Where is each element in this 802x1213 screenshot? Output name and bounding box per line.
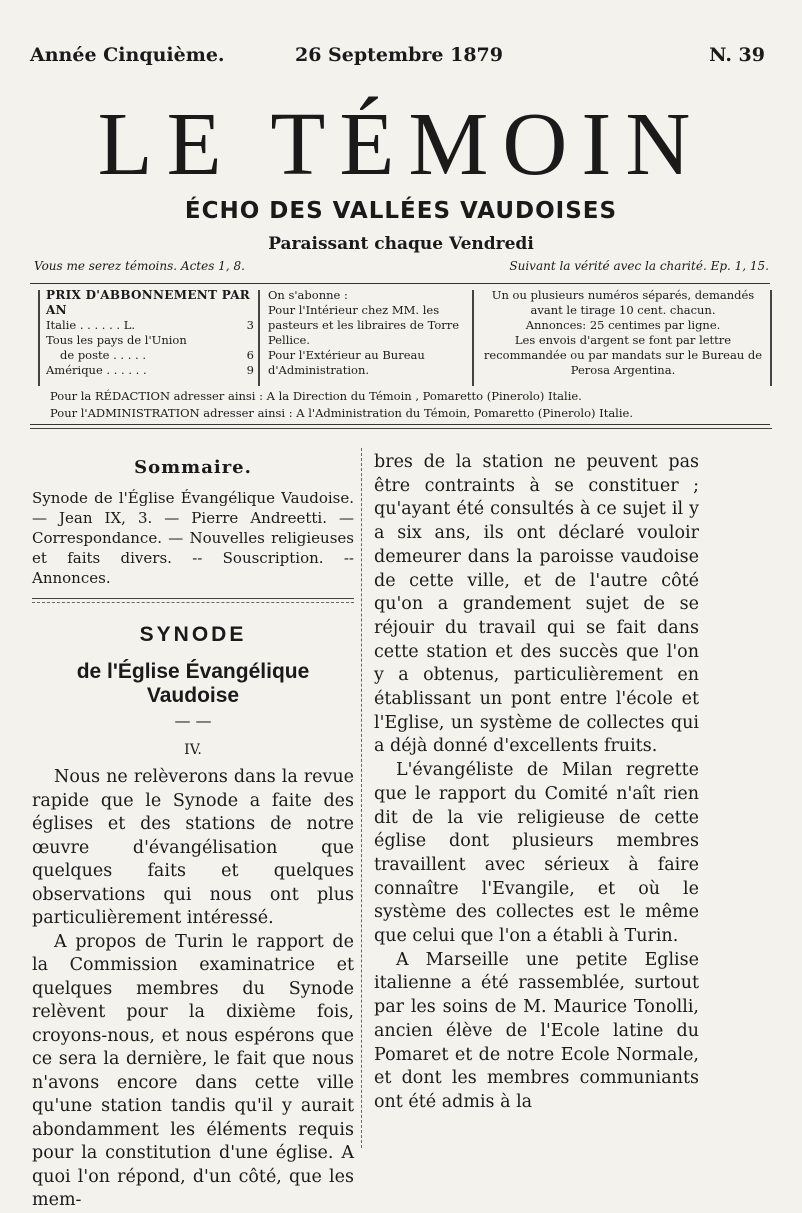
note-line: Annonces: 25 centimes par ligne. <box>525 318 721 332</box>
where-line: Pour l'Extérieur au Bureau d'Administration. <box>268 348 425 377</box>
section-number: IV. <box>184 741 202 758</box>
price-row: Italie . . . . . . L. 3 <box>46 318 254 332</box>
newspaper-subtitle: ÉCHO DES VALLÉES VAUDOISES <box>184 198 618 224</box>
divider <box>38 290 40 386</box>
price-row: de poste . . . . . 6 <box>60 348 254 362</box>
divider <box>472 290 474 386</box>
subscription-where <box>268 288 468 378</box>
separator-dash: — — <box>174 711 212 730</box>
article-paragraph: A propos de Turin le rapport de la Commission examinatrice et quelques membres du Synode relèvent pour la dixième fois, croyons-nous, et nous espérons que ce sera la dernière, le fait que nous n'avons encore dans cette ville qu'une station tandis qu'il y aurait abondamment les éléments requis pour la constitution d'une église. A quoi l'on répond, d'un côté, que les mem- <box>32 931 354 1210</box>
subscription-prices <box>46 288 254 378</box>
price-row: Amérique . . . . . . 9 <box>46 363 254 377</box>
administration-address: Pour l'ADMINISTRATION adresser ainsi : A l'Administration du Témoin, Pomaretto (Pinerolo) Italie. <box>50 406 633 420</box>
note-line: Les envois d'argent se font par lettre recommandée ou par mandats sur le Bureau de Perosa Argentina. <box>483 333 763 377</box>
left-column <box>32 450 354 1213</box>
right-column <box>374 451 699 1115</box>
article-paragraph: Nous ne relèverons dans la revue rapide que le Synode a faite des églises et des stations de notre œuvre d'évangélisation que quelques faits et quelques observations qui nous ont plus particulièrement intéressé. <box>32 767 354 928</box>
divider <box>770 290 772 386</box>
issue-header <box>30 44 765 74</box>
subscription-notes <box>482 288 764 378</box>
issue-number: N. 39 <box>709 44 765 66</box>
where-line: On s'abonne : <box>268 288 348 302</box>
article-paragraph: L'évangéliste de Milan regrette que le rapport du Comité n'aît rien dit de la vie religieuse de cette église dont plusieurs membres travaillent avec sérieux à faire connaître l'Evangile, et où le système des collectes est le même que celui que l'on a établi à Turin. <box>374 760 699 947</box>
issue-date: 26 Septembre 1879 <box>295 44 503 66</box>
periodicity: Paraissant chaque Vendredi <box>268 234 534 254</box>
sommaire-text: Synode de l'Église Évangélique Vaudoise. — Jean IX, 3. — Pierre Andreetti. — Correspondance. — Nouvelles religieuses et faits divers. -- Souscription. -- Annonces. <box>32 488 354 587</box>
column-divider <box>361 448 362 1148</box>
rule <box>30 428 772 429</box>
article-subtitle: de l'Église Évangélique Vaudoise <box>76 660 310 707</box>
article-paragraph: A Marseille une petite Eglise italienne a été rassemblée, surtout par les soins de M. Maurice Tonolli, ancien élève de l'Ecole latine du Pomaret et de notre Ecole Normale, et dont les membres communiants ont été admis à la <box>374 949 699 1112</box>
price-row: Tous les pays de l'Union <box>46 333 187 347</box>
redaction-address: Pour la RÉDACTION adresser ainsi : A la Direction du Témoin , Pomaretto (Pinerolo) Italie. <box>50 389 582 403</box>
article-paragraph: bres de la station ne peuvent pas être contraints à se constituer ; qu'ayant été consultés à ce sujet il y a six ans, ils ont déclaré vouloir demeurer dans la paroisse vaudoise de cette ville, et de l'autre côté qu'on a grandement sujet de se réjouir du travail qui se fait dans cette station et des succès que l'on y a obtenus, particulièrement en établissant un pont entre l'école et l'Eglise, un système de collectes qui a déjà donné d'excellents fruits. <box>374 452 699 757</box>
motto-right: Suivant la vérité avec la charité. Ep. 1, 15. <box>509 259 769 273</box>
addresses <box>30 388 770 422</box>
article-title: SYNODE <box>139 622 247 646</box>
motto-left: Vous me serez témoins. Actes 1, 8. <box>34 259 245 273</box>
divider <box>258 290 260 386</box>
where-line: Pour l'Intérieur chez MM. les pasteurs et les libraires de Torre Pellice. <box>268 303 460 347</box>
year-label: Année Cinquième. <box>30 44 225 66</box>
sommaire-title: Sommaire. <box>134 457 252 478</box>
subscription-heading: PRIX D'ABBONNEMENT PAR AN <box>46 288 251 317</box>
newspaper-title: LE TÉMOIN <box>97 95 705 194</box>
rule <box>32 598 354 603</box>
note-line: Un ou plusieurs numéros séparés, demandés avant le tirage 10 cent. chacun. <box>491 288 755 317</box>
